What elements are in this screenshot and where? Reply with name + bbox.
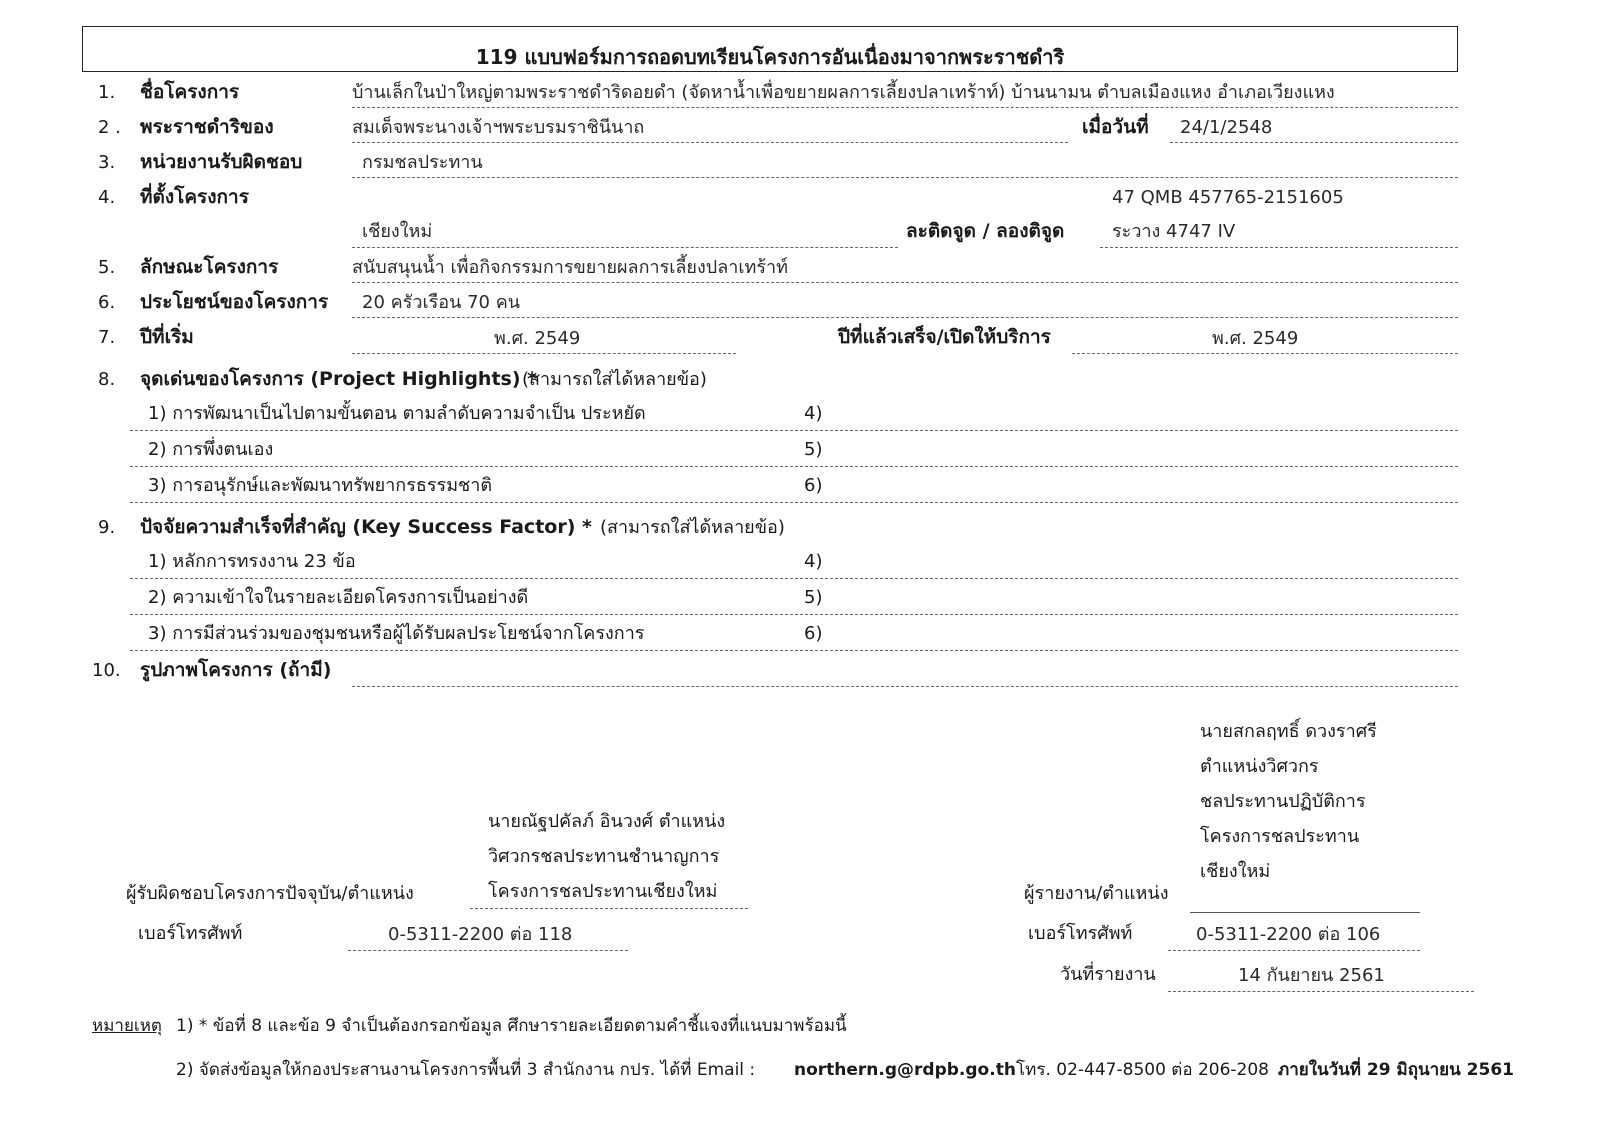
start-year-value[interactable]: พ.ศ. 2549 — [494, 328, 581, 349]
photo-label: รูปภาพโครงการ (ถ้ามี) — [140, 659, 332, 681]
reporter-phone-label: เบอร์โทรศัพท์ — [1028, 923, 1133, 944]
responsible-phone-label: เบอร์โทรศัพท์ — [138, 923, 243, 944]
success-line-2 — [130, 614, 1458, 615]
success-note: (สามารถใส่ได้หลายข้อ) — [600, 517, 785, 538]
highlight-line-3 — [130, 502, 1458, 503]
highlights-label: จุดเด่นของโครงการ (Project Highlights) * — [140, 368, 538, 390]
item-number-6: 6. — [98, 292, 116, 313]
highlight-line-2 — [130, 466, 1458, 467]
agency-line — [352, 177, 1458, 178]
highlight-line-1 — [130, 430, 1458, 431]
reporter-line — [1190, 912, 1420, 913]
reporter-position-1: ตำแหน่งวิศวกร — [1200, 756, 1319, 777]
project-name-value[interactable]: บ้านเล็กในป่าใหญ่ตามพระราชดำริดอยดำ (จัดหาน้ำเพื่อขยายผลการเลี้ยงปลาเทร้าท์) บ้านนามน ตำบลเมืองแหง อำเภอเวียงแหง — [352, 82, 1335, 103]
notes-item-1: 1) * ข้อที่ 8 และข้อ 9 จำเป็นต้องกรอกข้อมูล ศึกษารายละเอียดตามคำชี้แจงที่แนบมาพร้อมนี้ — [176, 1016, 847, 1036]
success-item-3[interactable]: 3) การมีส่วนร่วมของชุมชนหรือผู้ได้รับผลประโยชน์จากโครงการ — [148, 623, 645, 644]
reporter-office-2: เชียงใหม่ — [1200, 861, 1271, 882]
success-item-4[interactable]: 4) — [804, 551, 823, 572]
royal-date-line — [1170, 142, 1458, 143]
success-item-5[interactable]: 5) — [804, 587, 823, 608]
responsible-phone[interactable]: 0-5311-2200 ต่อ 118 — [388, 924, 573, 945]
royal-initiative-label: พระราชดำริของ — [140, 116, 274, 138]
responsible-line — [470, 908, 748, 909]
item-number-9: 9. — [98, 517, 116, 538]
location-label: ที่ตั้งโครงการ — [140, 186, 249, 208]
benefit-line — [352, 317, 1458, 318]
report-date-line — [1168, 991, 1474, 992]
end-year-label: ปีที่แล้วเสร็จ/เปิดให้บริการ — [838, 326, 1051, 348]
royal-initiative-line — [352, 142, 1068, 143]
item-number-8: 8. — [98, 369, 116, 390]
location-map-sheet[interactable]: ระวาง 4747 IV — [1112, 221, 1236, 242]
success-line-3 — [130, 650, 1458, 651]
end-year-line — [1072, 353, 1458, 354]
item-number-2: 2 . — [98, 117, 121, 138]
highlight-item-3[interactable]: 3) การอนุรักษ์และพัฒนาทรัพยากรธรรมชาติ — [148, 475, 493, 496]
highlight-item-2[interactable]: 2) การพึ่งตนเอง — [148, 439, 274, 460]
reporter-position-2: ชลประทานปฏิบัติการ — [1200, 791, 1366, 812]
item-number-10: 10. — [92, 660, 121, 681]
notes-label: หมายเหตุ — [92, 1016, 162, 1036]
start-year-label: ปีที่เริ่ม — [140, 326, 194, 348]
location-province[interactable]: เชียงใหม่ — [362, 221, 433, 242]
nature-label: ลักษณะโครงการ — [140, 256, 279, 278]
success-item-1[interactable]: 1) หลักการทรงงาน 23 ข้อ — [148, 551, 356, 572]
project-name-label: ชื่อโครงการ — [140, 81, 240, 103]
reporter-phone[interactable]: 0-5311-2200 ต่อ 106 — [1196, 924, 1381, 945]
notes-item-2-prefix: 2) จัดส่งข้อมูลให้กองประสานงานโครงการพื้นที่ 3 สำนักงาน กปร. ได้ที่ Email : — [176, 1060, 756, 1080]
form-title: 119 แบบฟอร์มการถอดบทเรียนโครงการอันเนื่องมาจากพระราชดำริ — [475, 45, 1065, 69]
highlight-item-1[interactable]: 1) การพัฒนาเป็นไปตามขั้นตอน ตามลำดับความจำเป็น ประหยัด — [148, 403, 646, 424]
notes-email[interactable]: northern.g@rdpb.go.th — [794, 1060, 1016, 1080]
highlight-item-4[interactable]: 4) — [804, 403, 823, 424]
responsible-office: โครงการชลประทานเชียงใหม่ — [488, 881, 718, 902]
royal-initiative-value[interactable]: สมเด็จพระนางเจ้าฯพระบรมราชินีนาถ — [352, 117, 645, 138]
success-label: ปัจจัยความสำเร็จที่สำคัญ (Key Success Factor) * — [140, 516, 592, 538]
reporter-office-1: โครงการชลประทาน — [1200, 826, 1360, 847]
royal-date-value[interactable]: 24/1/2548 — [1180, 117, 1273, 138]
location-province-line — [352, 247, 898, 248]
nature-value[interactable]: สนับสนุนน้ำ เพื่อกิจกรรมการขยายผลการเลี้ยงปลาเทร้าท์ — [352, 257, 788, 278]
location-coords[interactable]: 47 QMB 457765-2151605 — [1112, 187, 1344, 208]
highlights-note: (สามารถใส่ได้หลายข้อ) — [522, 369, 707, 390]
responsible-name: นายณัฐปคัลภ์ อินวงศ์ ตำแหน่ง — [488, 811, 726, 832]
success-item-6[interactable]: 6) — [804, 623, 823, 644]
nature-line — [352, 282, 1458, 283]
highlight-item-6[interactable]: 6) — [804, 475, 823, 496]
success-line-1 — [130, 578, 1458, 579]
reporter-phone-line — [1168, 950, 1420, 951]
report-date-label: วันที่รายงาน — [1060, 964, 1156, 985]
report-date[interactable]: 14 กันยายน 2561 — [1238, 965, 1385, 986]
item-number-5: 5. — [98, 257, 116, 278]
item-number-3: 3. — [98, 152, 116, 173]
project-name-line — [352, 107, 1458, 108]
benefit-label: ประโยชน์ของโครงการ — [140, 291, 329, 313]
form-title-box — [82, 26, 1458, 72]
start-year-line — [352, 353, 736, 354]
reporter-name: นายสกลฤทธิ์ ดวงราศรี — [1200, 721, 1377, 742]
agency-value[interactable]: กรมชลประทาน — [362, 152, 483, 173]
highlight-item-5[interactable]: 5) — [804, 439, 823, 460]
responsible-label: ผู้รับผิดชอบโครงการปัจจุบัน/ตำแหน่ง — [126, 883, 414, 904]
royal-date-label: เมื่อวันที่ — [1082, 116, 1149, 138]
item-number-7: 7. — [98, 327, 116, 348]
agency-label: หน่วยงานรับผิดชอบ — [140, 151, 303, 173]
end-year-value[interactable]: พ.ศ. 2549 — [1212, 328, 1299, 349]
notes-phone: โทร. 02-447-8500 ต่อ 206-208 — [1016, 1060, 1269, 1080]
success-item-2[interactable]: 2) ความเข้าใจในรายละเอียดโครงการเป็นอย่างดี — [148, 587, 529, 608]
responsible-phone-line — [348, 950, 628, 951]
responsible-position: วิศวกรชลประทานชำนาญการ — [488, 846, 720, 867]
item-number-4: 4. — [98, 187, 116, 208]
reporter-label: ผู้รายงาน/ตำแหน่ง — [1024, 883, 1169, 904]
item-number-1: 1. — [98, 82, 116, 103]
latlong-line — [1100, 247, 1458, 248]
benefit-value[interactable]: 20 ครัวเรือน 70 คน — [362, 292, 521, 313]
latlong-label: ละติดจูด / ลองติจูด — [906, 220, 1065, 242]
photo-line — [352, 686, 1458, 687]
notes-deadline: ภายในวันที่ 29 มิถุนายน 2561 — [1278, 1060, 1514, 1080]
